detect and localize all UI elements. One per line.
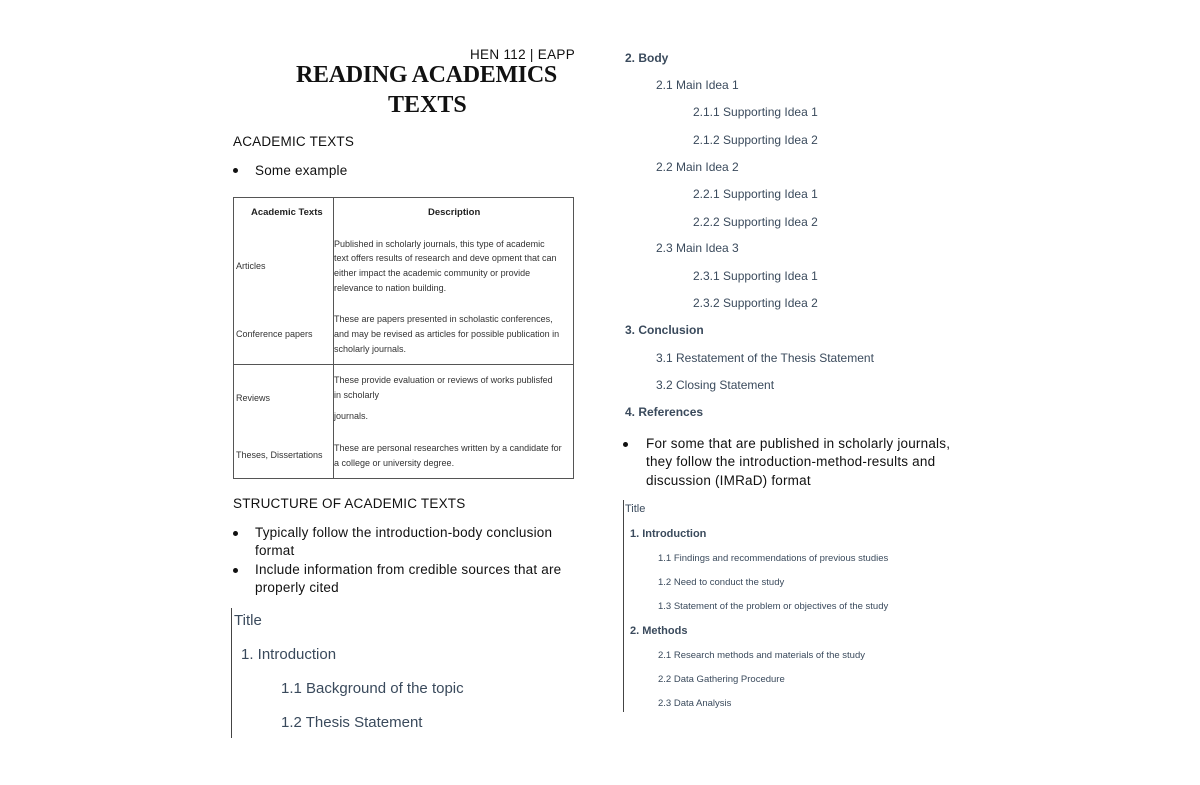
outline-supporting-idea: 2.3.1 Supporting Idea 1 <box>693 269 818 283</box>
outline-introduction: 1. Introduction <box>241 646 337 663</box>
outline-main-idea: 2.2 Main Idea 2 <box>656 160 739 174</box>
table-cell-type: Theses, Dissertations <box>236 450 323 460</box>
imrad-item: 2.3 Data Analysis <box>658 698 732 709</box>
bullet-text-line: they follow the introduction-method-results and <box>646 454 936 469</box>
outline-supporting-idea: 2.1.2 Supporting Idea 2 <box>693 133 818 147</box>
imrad-title: Title <box>625 503 646 515</box>
imrad-item: 2.1 Research methods and materials of the study <box>658 650 866 661</box>
bullet-icon <box>233 531 238 536</box>
table-header-academic-texts: Academic Texts <box>251 207 323 218</box>
table-cell-type: Articles <box>236 261 266 271</box>
table-cell-desc-line: relevance to nation building. <box>334 283 447 293</box>
imrad-item: 2.2 Data Gathering Procedure <box>658 674 785 685</box>
outline-supporting-idea: 2.3.2 Supporting Idea 2 <box>693 296 818 310</box>
table-cell-desc-line: journals. <box>334 411 369 421</box>
some-example-text: Some example <box>255 163 348 178</box>
structure-heading: STRUCTURE OF ACADEMIC TEXTS <box>233 496 466 511</box>
bullet-text-line: Typically follow the introduction-body conclusion <box>255 525 553 540</box>
outline-references: 4. References <box>625 405 704 419</box>
course-code: HEN 112 | EAPP <box>470 47 576 62</box>
table-cell-desc-line: These provide evaluation or reviews of works publisfed <box>334 375 553 385</box>
bullet-text-line: Include information from credible sources that are <box>255 562 562 577</box>
imrad-introduction: 1. Introduction <box>630 528 707 540</box>
imrad-methods: 2. Methods <box>630 625 688 637</box>
academic-texts-table <box>233 197 574 479</box>
imrad-item: 1.3 Statement of the problem or objectives of the study <box>658 601 889 612</box>
page-title-line2: TEXTS <box>388 92 467 118</box>
table-cell-desc-line: These are personal researches written by a candidate for <box>334 443 562 453</box>
outline-supporting-idea: 2.2.1 Supporting Idea 1 <box>693 187 818 201</box>
outline-main-idea: 2.1 Main Idea 1 <box>656 78 739 92</box>
table-cell-desc-line: a college or university degree. <box>334 458 455 468</box>
outline-left-border <box>231 608 232 738</box>
bullet-text-line: discussion (IMRaD) format <box>646 473 811 488</box>
table-cell-desc-line: either impact the academic community or provide <box>334 268 531 278</box>
imrad-item: 1.1 Findings and recommendations of previous studies <box>658 553 889 564</box>
table-cell-desc-line: scholarly journals. <box>334 344 407 354</box>
outline-supporting-idea: 2.1.1 Supporting Idea 1 <box>693 105 818 119</box>
table-cell-desc-line: These are papers presented in scholastic conferences, <box>334 314 553 324</box>
imrad-item: 1.2 Need to conduct the study <box>658 577 785 588</box>
bullet-icon <box>233 568 238 573</box>
page-title-line1: READING ACADEMICS <box>296 62 557 88</box>
table-header-description: Description <box>428 207 481 218</box>
outline-conclusion-item: 3.1 Restatement of the Thesis Statement <box>656 351 874 365</box>
outline-conclusion: 3. Conclusion <box>625 323 704 337</box>
bullet-icon <box>233 168 238 173</box>
bullet-icon <box>623 442 628 447</box>
table-row-divider <box>234 364 573 365</box>
outline-item: 1.2 Thesis Statement <box>281 714 423 731</box>
bullet-text-line: For some that are published in scholarly journals, <box>646 436 951 451</box>
outline-title: Title <box>234 612 262 629</box>
outline-conclusion-item: 3.2 Closing Statement <box>656 378 775 392</box>
table-cell-desc-line: in scholarly <box>334 390 380 400</box>
table-cell-type: Reviews <box>236 393 271 403</box>
outline-main-idea: 2.3 Main Idea 3 <box>656 241 739 255</box>
academic-texts-heading: ACADEMIC TEXTS <box>233 134 355 149</box>
table-cell-desc-line: text offers results of research and deve opment that can <box>334 253 557 263</box>
outline-imrad-border <box>623 500 624 712</box>
outline-body: 2. Body <box>625 51 669 65</box>
table-cell-desc-line: Published in scholarly journals, this type of academic <box>334 239 545 249</box>
outline-supporting-idea: 2.2.2 Supporting Idea 2 <box>693 215 818 229</box>
bullet-text-line: properly cited <box>255 580 339 595</box>
bullet-text-line: format <box>255 543 295 558</box>
table-cell-type: Conference papers <box>236 329 313 339</box>
outline-item: 1.1 Background of the topic <box>281 680 464 697</box>
table-cell-desc-line: and may be revised as articles for possible publication in <box>334 329 560 339</box>
